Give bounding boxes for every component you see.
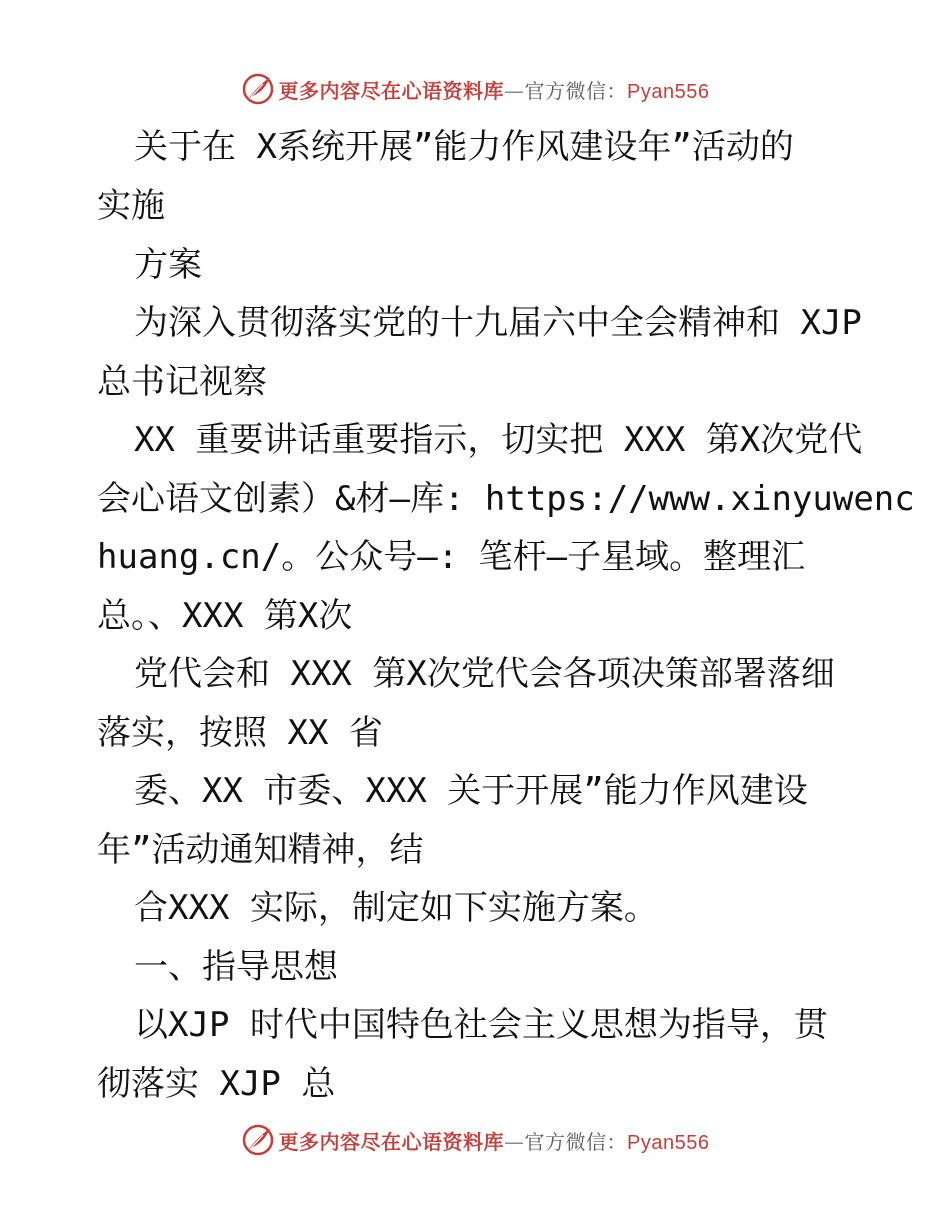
watermark-text: 更多内容尽在心语资料库—官方微信：Pyan556 bbox=[278, 78, 710, 103]
text-line: XX 重要讲话重要指示，切实把 XXX 第X次党代 bbox=[134, 420, 863, 460]
text-line: 委、XX 市委、XXX 关于开展”能力作风建设 bbox=[134, 771, 808, 811]
text-line: 落实，按照 XX 省 bbox=[97, 713, 383, 753]
text-line: 方案 bbox=[134, 245, 202, 285]
text-line: 以XJP 时代中国特色社会主义思想为指导，贯 bbox=[134, 1005, 828, 1045]
text-line: huang.cn/。公众号—: 笔杆—子星域。整理汇 bbox=[97, 537, 806, 577]
text-line: 总。、XXX 第X次 bbox=[97, 596, 353, 636]
header-watermark-banner bbox=[0, 71, 950, 107]
text-line: 党代会和 XXX 第X次党代会各项决策部署落细 bbox=[134, 654, 835, 694]
watermark-text: 更多内容尽在心语资料库—官方微信：Pyan556 bbox=[278, 1129, 710, 1154]
text-line: 总书记视察 bbox=[97, 362, 267, 402]
text-line: 为深入贯彻落实党的十九届六中全会精神和 XJP bbox=[134, 303, 862, 343]
text-line: 一、指导思想 bbox=[134, 947, 338, 987]
quill-logo-icon bbox=[241, 1123, 275, 1157]
text-line: 关于在 X系统开展”能力作风建设年”活动的 bbox=[134, 127, 794, 167]
text-line: 合XXX 实际，制定如下实施方案。 bbox=[134, 888, 658, 928]
text-line: 实施 bbox=[97, 186, 165, 226]
text-line: 彻落实 XJP 总 bbox=[97, 1064, 336, 1104]
text-line: 年”活动通知精神，结 bbox=[97, 830, 424, 870]
text-line: 会心语文创素）&材—库: https://www.xinyuwenc bbox=[97, 479, 915, 519]
quill-logo-icon bbox=[241, 72, 275, 106]
footer-watermark-banner bbox=[0, 1122, 950, 1158]
